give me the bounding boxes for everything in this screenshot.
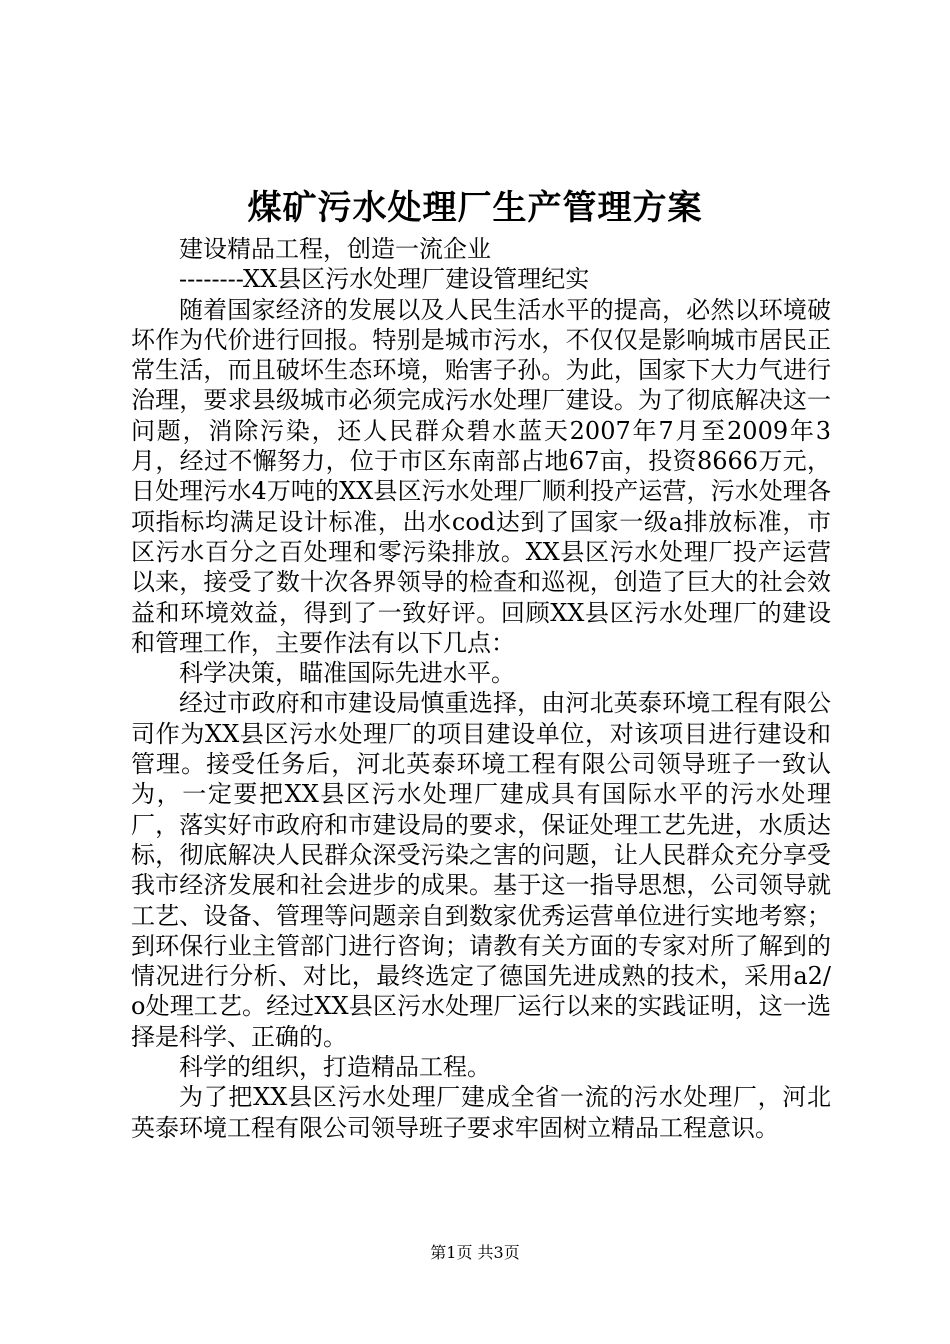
paragraph-decision: 经过市政府和市建设局慎重选择，由河北英泰环境工程有限公司作为XX县区污水处理厂的项目建设单位，对该项目进行建设和管理。接受任务后，河北英泰环境工程有限公司领导班子一致认为，一定要把XX县区污水处理厂建成具有国际水平的污水处理厂，落实好市政府和市建设局的要求，保证处理工艺先进，水质达标，彻底解决人民群众深受污染之害的问题，让人民群众充分享受我市经济发展和社会进步的成果。基于这一指导思想，公司领导就工艺、设备、管理等问题亲自到数家优秀运营单位进行实地考察；到环保行业主管部门进行咨询；请教有关方面的专家对所了解到的情况进行分析、对比，最终选定了德国先进成熟的技术，采用a2/o处理工艺。经过XX县区污水处理厂运行以来的实践证明，这一选择是科学、正确的。	[131, 689, 831, 1051]
document-body	[131, 234, 831, 1143]
section-heading-organization: 科学的组织，打造精品工程。	[179, 1053, 491, 1082]
document-title: 煤矿污水处理厂生产管理方案	[247, 188, 703, 228]
paragraph-slogan: 建设精品工程，创造一流企业	[179, 235, 491, 263]
paragraph-organization: 为了把XX县区污水处理厂建成全省一流的污水处理厂，河北英泰环境工程有限公司领导班子要求牢固树立精品工程意识。	[131, 1083, 831, 1142]
paragraph-subtitle: --------XX县区污水处理厂建设管理纪实	[179, 265, 590, 294]
section-heading-decision: 科学决策，瞄准国际先进水平。	[179, 659, 515, 688]
page-number: 第1页 共3页	[430, 1243, 520, 1262]
paragraph-intro: 随着国家经济的发展以及人民生活水平的提高，必然以环境破坏作为代价进行回报。特别是城市污水，不仅仅是影响城市居民正常生活，而且破坏生态环境，贻害子孙。为此，国家下大力气进行治理，要求县级城市必须完成污水处理厂建设。为了彻底解决这一问题，消除污染，还人民群众碧水蓝天2007年7月至2009年3月，经过不懈努力，位于市区东南部占地67亩，投资8666万元，日处理污水4万吨的XX县区污水处理厂顺利投产运营，污水处理各项指标均满足设计标准，出水cod达到了国家一级a排放标准，市区污水百分之百处理和零污染排放。XX县区污水处理厂投产运营以来，接受了数十次各界领导的检查和巡视，创造了巨大的社会效益和环境效益，得到了一致好评。回顾XX县区污水处理厂的建设和管理工作，主要作法有以下几点：	[131, 295, 831, 657]
